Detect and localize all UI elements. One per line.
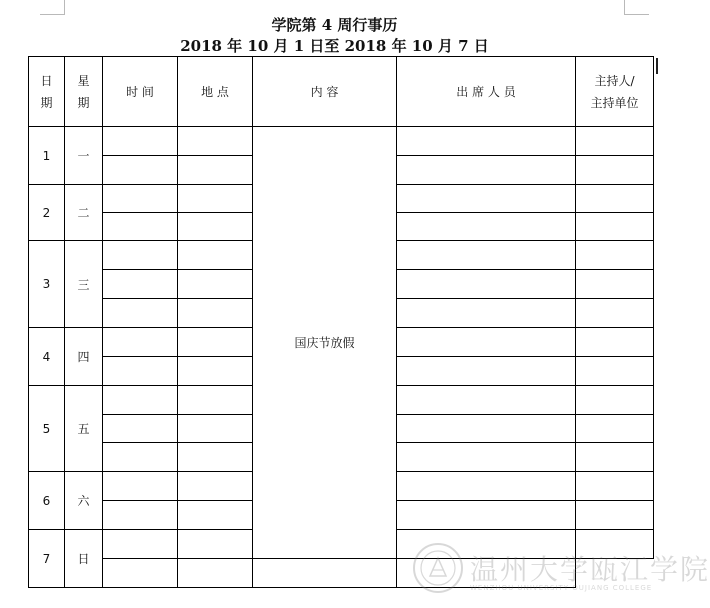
date-cell: 4 [29,328,65,386]
time-cell [103,559,178,588]
date-cell: 1 [29,127,65,185]
time-cell [103,156,178,185]
weekday-cell: 六 [65,472,103,530]
time-cell [103,386,178,415]
date-cell: 6 [29,472,65,530]
host-cell [576,299,654,328]
weekday-cell: 日 [65,530,103,588]
table-row [29,559,654,588]
time-cell [103,415,178,443]
date-range-subtitle: 2018 年 10 月 1 日至 2018 年 10 月 7 日 [180,37,489,55]
place-cell [178,156,253,185]
place-cell [178,299,253,328]
weekday-cell: 二 [65,185,103,241]
attendees-cell [397,472,576,501]
host-cell [576,386,654,415]
header-content [253,57,397,127]
attendees-cell [397,241,576,270]
place-cell [178,443,253,472]
header-date [29,57,65,127]
header-time-label: 时 间 [126,84,154,99]
place-cell [178,530,253,559]
header-attendees-label: 出 席 人 员 [456,84,516,99]
place-cell [178,185,253,213]
attendees-cell [397,156,576,185]
host-cell [576,472,654,501]
table-row [29,127,654,156]
time-cell [103,472,178,501]
time-cell [103,241,178,270]
time-cell [103,443,178,472]
attendees-cell [397,270,576,299]
attendees-cell [397,299,576,328]
date-cell: 2 [29,185,65,241]
date-cell: 3 [29,241,65,328]
header-weekday [65,57,103,127]
attendees-cell [397,328,576,357]
header-time [103,57,178,127]
host-cell [576,241,654,270]
time-cell [103,501,178,530]
host-cell [576,443,654,472]
host-cell [576,328,654,357]
place-cell [178,270,253,299]
host-cell [576,357,654,386]
host-cell [576,185,654,213]
attendees-cell [253,559,397,588]
holiday-note: 国庆节放假 [294,336,355,350]
attendees-cell [397,415,576,443]
header-host-line2: 主持单位 [590,95,639,110]
time-cell [103,299,178,328]
header-row [29,57,654,127]
place-cell [178,559,253,588]
place-cell [178,213,253,241]
time-cell [103,530,178,559]
host-cell [576,127,654,156]
time-cell [103,213,178,241]
place-cell [178,357,253,386]
time-cell [103,357,178,386]
weekday-cell: 一 [65,127,103,185]
holiday-content-cell [253,127,397,559]
host-cell [576,501,654,530]
attendees-cell [397,213,576,241]
host-cell [576,270,654,299]
attendees-cell [397,127,576,156]
attendees-cell [397,530,576,559]
place-cell [178,241,253,270]
attendees-cell [397,386,576,415]
document-edge-marker [656,58,658,74]
weekday-cell: 五 [65,386,103,472]
place-cell [178,472,253,501]
time-cell [103,127,178,156]
weekly-calendar-table [28,56,654,588]
place-cell [178,415,253,443]
place-cell [178,386,253,415]
place-cell [178,127,253,156]
header-content-label: 内 容 [310,84,339,99]
header-attendees [397,57,576,127]
host-cell [397,559,576,588]
host-cell [576,530,654,559]
header-place-label: 地 点 [201,84,229,99]
watermark-text: 温州大学瓯江学院 [470,553,710,586]
attendees-cell [397,357,576,386]
page-corner-mark-left [40,0,65,15]
host-cell [576,213,654,241]
attendees-cell [397,185,576,213]
attendees-cell [397,501,576,530]
page-title: 学院第 4 周行事历 [271,16,398,34]
date-cell: 7 [29,530,65,588]
header-weekday-line1: 星 [77,73,90,88]
header-host [576,57,654,127]
date-cell: 5 [29,386,65,472]
place-cell [178,328,253,357]
header-place [178,57,253,127]
host-cell [576,156,654,185]
host-cell [576,415,654,443]
time-cell [103,270,178,299]
header-host-line1: 主持人/ [594,73,635,88]
weekday-cell: 三 [65,241,103,328]
time-cell [103,185,178,213]
page-corner-mark-right [624,0,649,15]
header-weekday-line2: 期 [77,95,90,110]
attendees-cell [397,443,576,472]
header-date-line2: 期 [40,95,53,110]
header-date-line1: 日 [40,73,53,88]
watermark-subtext: WENZHOU UNIVERSITY OUJIANG COLLEGE [470,584,653,592]
place-cell [178,501,253,530]
weekday-cell: 四 [65,328,103,386]
time-cell [103,328,178,357]
